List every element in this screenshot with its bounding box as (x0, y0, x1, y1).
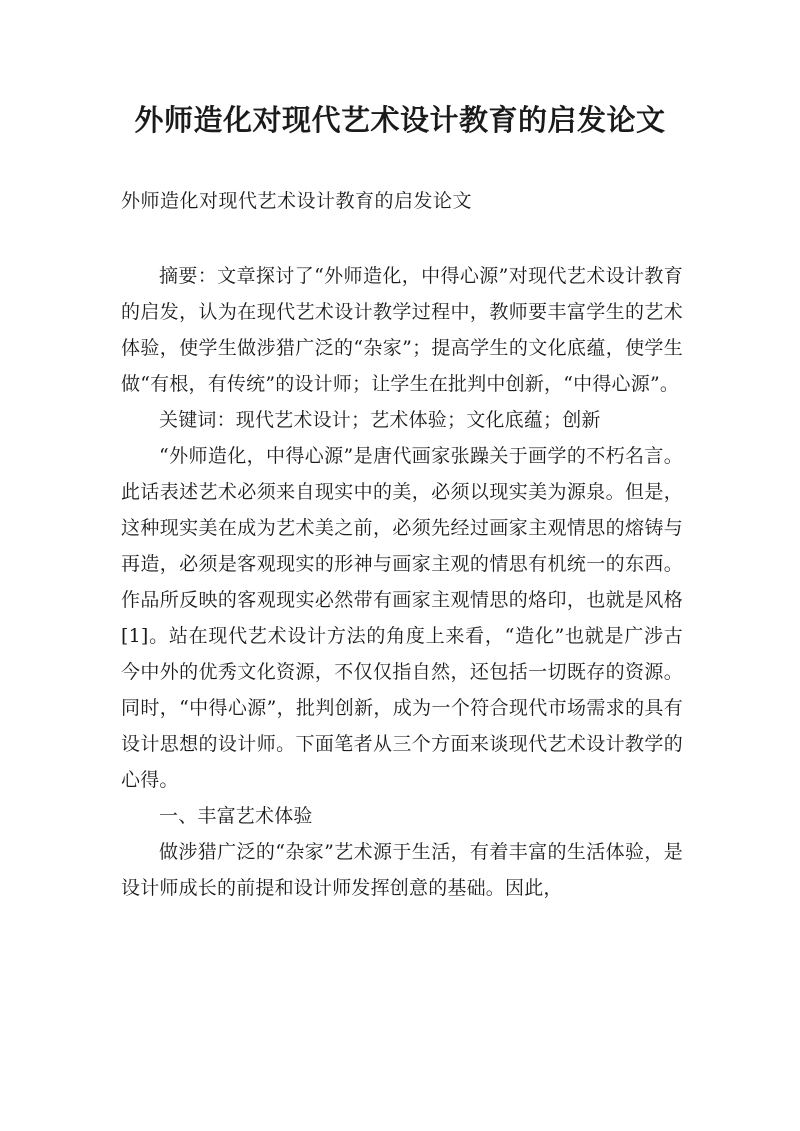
abstract-paragraph: 摘要：文章探讨了“外师造化，中得心源”对现代艺术设计教育的启发，认为在现代艺术设计教学过程中，教师要丰富学生的艺术体验，使学生做涉猎广泛的“杂家”；提高学生的文化底蕴，使学生做“有根，有传统”的设计师；让学生在批判中创新，“中得心源”。 (121, 265, 683, 395)
keywords-paragraph: 关键词：现代艺术设计；艺术体验；文化底蕴；创新 (159, 409, 601, 431)
section-heading: 一、丰富艺术体验 (159, 805, 313, 827)
document-title: 外师造化对现代艺术设计教育的启发论文 (134, 103, 666, 137)
intro-paragraph: “外师造化，中得心源”是唐代画家张躁关于画学的不朽名言。此话表述艺术必须来自现实中的美，必须以现实美为源泉。但是，这种现实美在成为艺术美之前，必须先经过画家主观情思的熔铸与再造，必须是客观现实的形神与画家主观的情思有机统一的东西。作品所反映的客观现实必然带有画家主观情思的烙印，也就是风格[1]。站在现代艺术设计方法的角度上来看，“造化”也就是广涉古今中外的优秀文化资源，不仅仅指自然，还包括一切既存的资源。同时，“中得心源”，批判创新，成为一个符合现代市场需求的具有设计思想的设计师。下面笔者从三个方面来谈现代艺术设计教学的心得。 (121, 445, 683, 791)
document-subtitle: 外师造化对现代艺术设计教育的启发论文 (121, 190, 473, 212)
document-body (121, 258, 683, 906)
section-paragraph: 做涉猎广泛的“杂家”艺术源于生活，有着丰富的生活体验，是设计师成长的前提和设计师发挥创意的基础。因此， (121, 841, 683, 899)
